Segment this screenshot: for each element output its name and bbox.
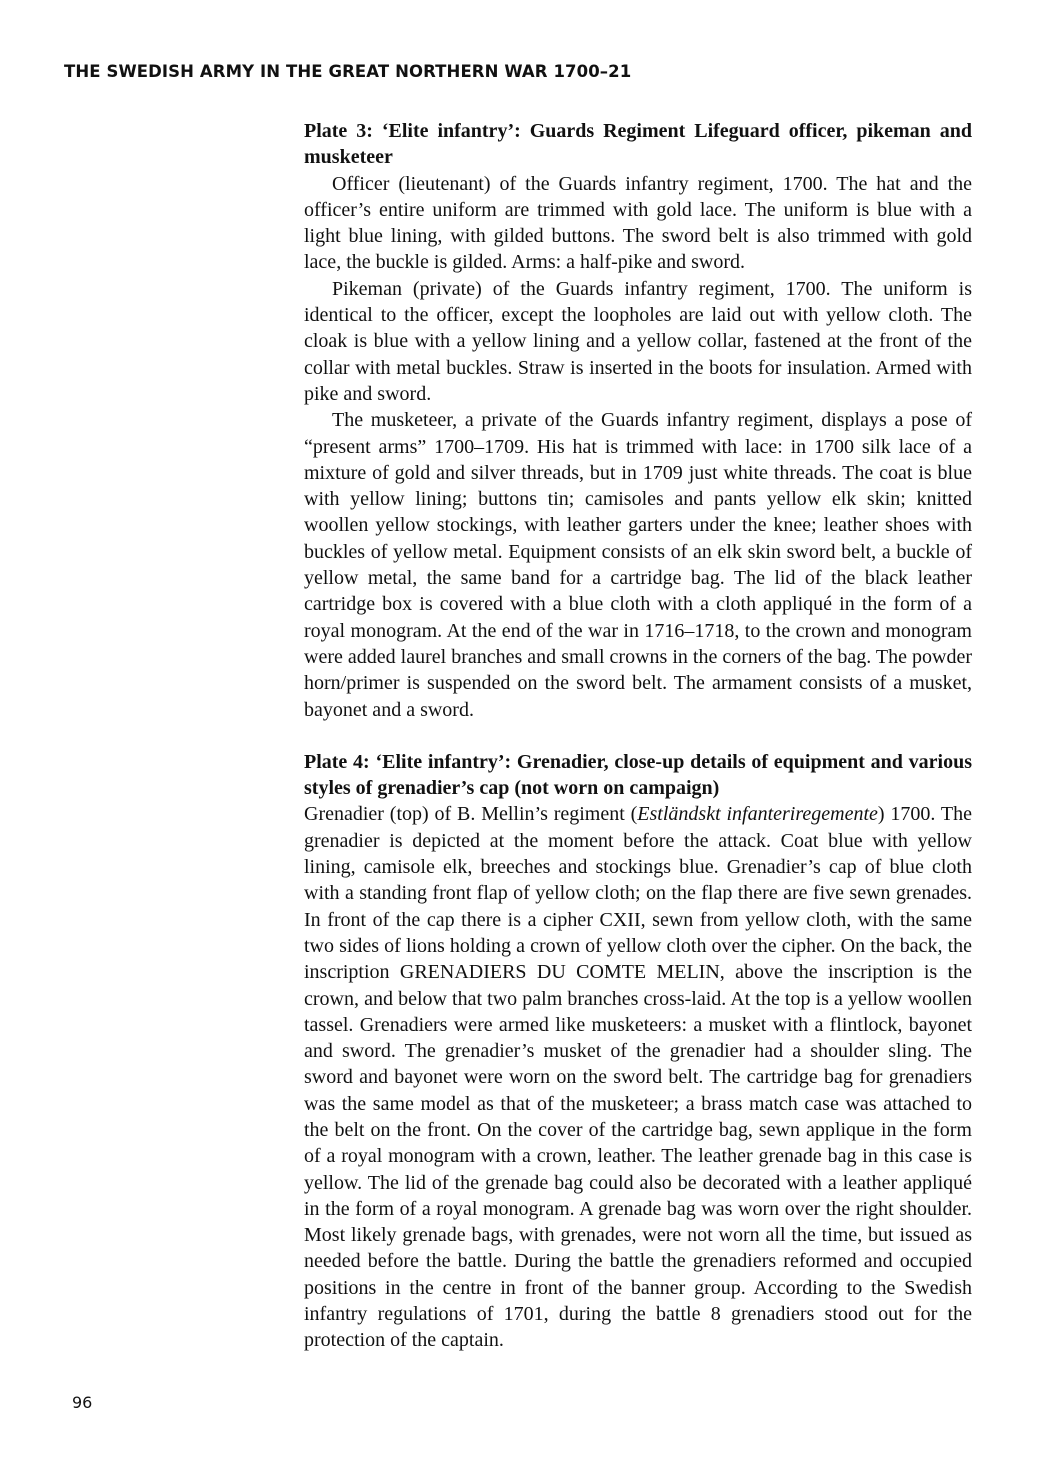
- regiment-name-italic: Estländskt infanteriregemente: [637, 803, 878, 826]
- plate-3-section: [304, 118, 972, 723]
- plate-3-paragraph-pikeman: Pikeman (private) of the Guards infantry regiment, 1700. The uniform is identical to the officer, except the loopholes are laid out with yellow cloth. The cloak is blue with a yellow lining and a yellow collar, fastened at the front of the collar with metal buckles. Straw is inserted in the boots for insulation. Armed with pike and sword.: [304, 277, 972, 405]
- plate-4-intro-text: Grenadier (top) of B. Mellin’s regiment (: [304, 803, 638, 826]
- main-text: [304, 118, 972, 1354]
- plate-4-body-text: The grenadier is depicted at the moment before the attack. Coat blue with yellow lining, camisole elk, breeches and stockings blue. Grenadier’s cap of blue cloth with a standing front flap of yellow cloth; on the flap there are five sewn grenades. In front of the cap there is a cipher CXII, sewn from yellow cloth, with the same two sides of lions holding a crown of yellow cloth over the cipher. On the back, the inscription GRENADIERS DU COMTE MELIN, above the inscription is the crown, and below that two palm branches cross-laid. At the top is a yellow woollen tassel. Grenadiers were armed like musketeers: a musket with a flintlock, bayonet and sword. The grenadier’s musket of the grenadier had a shoulder sling. The sword and bayonet were worn on the sword belt. The cartridge bag for grenadiers was the same model as that of the musketeer; a brass match case was attached to the belt on the front. On the cover of the cartridge bag, sewn applique in the form of a royal monogram with a crown, leather. The leather grenade bag in this case is yellow. The lid of the grenade bag could also be decorated with a leather appliqué in the form of a royal monogram. A grenade bag was worn over the right shoulder. Most likely grenade bags, with grenades, were not worn all the time, but issued as needed before the battle. During the battle the grenadiers reformed and occupied positions in the centre in front of the banner group. According to the Swedish infantry regulations of 1701, during the battle 8 grenadiers stood out for the protection of the captain.: [304, 803, 972, 1352]
- plate-4-heading: Plate 4: ‘Elite infantry’: Grenadier, close-up details of equipment and various styles of grenadier’s cap (not worn on campaign): [304, 750, 972, 800]
- plate-3-paragraph-musketeer: The musketeer, a private of the Guards infantry regiment, displays a pose of “present arms” 1700–1709. His hat is trimmed with lace: in 1700 silk lace of a mixture of gold and silver threads, but in 1709 just white threads. The coat is blue with yellow lining; buttons tin; camisoles and pants yellow elk skin; knitted woollen yellow stockings, with leather garters under the knee; leather shoes with buckles of yellow metal. Equipment consists of an elk skin sword belt, a buckle of yellow metal, the same band for a cartridge bag. The lid of the black leather cartridge box is covered with a blue cloth with a cloth appliqué in the form of a royal monogram. At the end of the war in 1716–1718, to the crown and monogram were added laurel branches and small crowns in the corners of the bag. The powder horn/primer is suspended on the sword belt. The armament consists of a musket, bayonet and a sword.: [304, 409, 972, 721]
- running-head: THE SWEDISH ARMY IN THE GREAT NORTHERN WAR 1700–21: [64, 62, 632, 81]
- page-number: 96: [72, 1393, 93, 1412]
- plate-3-heading: Plate 3: ‘Elite infantry’: Guards Regiment Lifeguard officer, pikeman and musketeer: [304, 120, 972, 169]
- plate-4-section: [304, 749, 972, 1354]
- plate-4-intro-year: ) 1700.: [877, 803, 936, 826]
- plate-3-paragraph-officer: Officer (lieutenant) of the Guards infantry regiment, 1700. The hat and the officer’s entire uniform are trimmed with gold lace. The uniform is blue with a light blue lining, with gilded buttons. The sword belt is also trimmed with gold lace, the buckle is gilded. Arms: a half-pike and sword.: [304, 172, 972, 274]
- plate-4-paragraph-grenadier: [304, 801, 972, 1353]
